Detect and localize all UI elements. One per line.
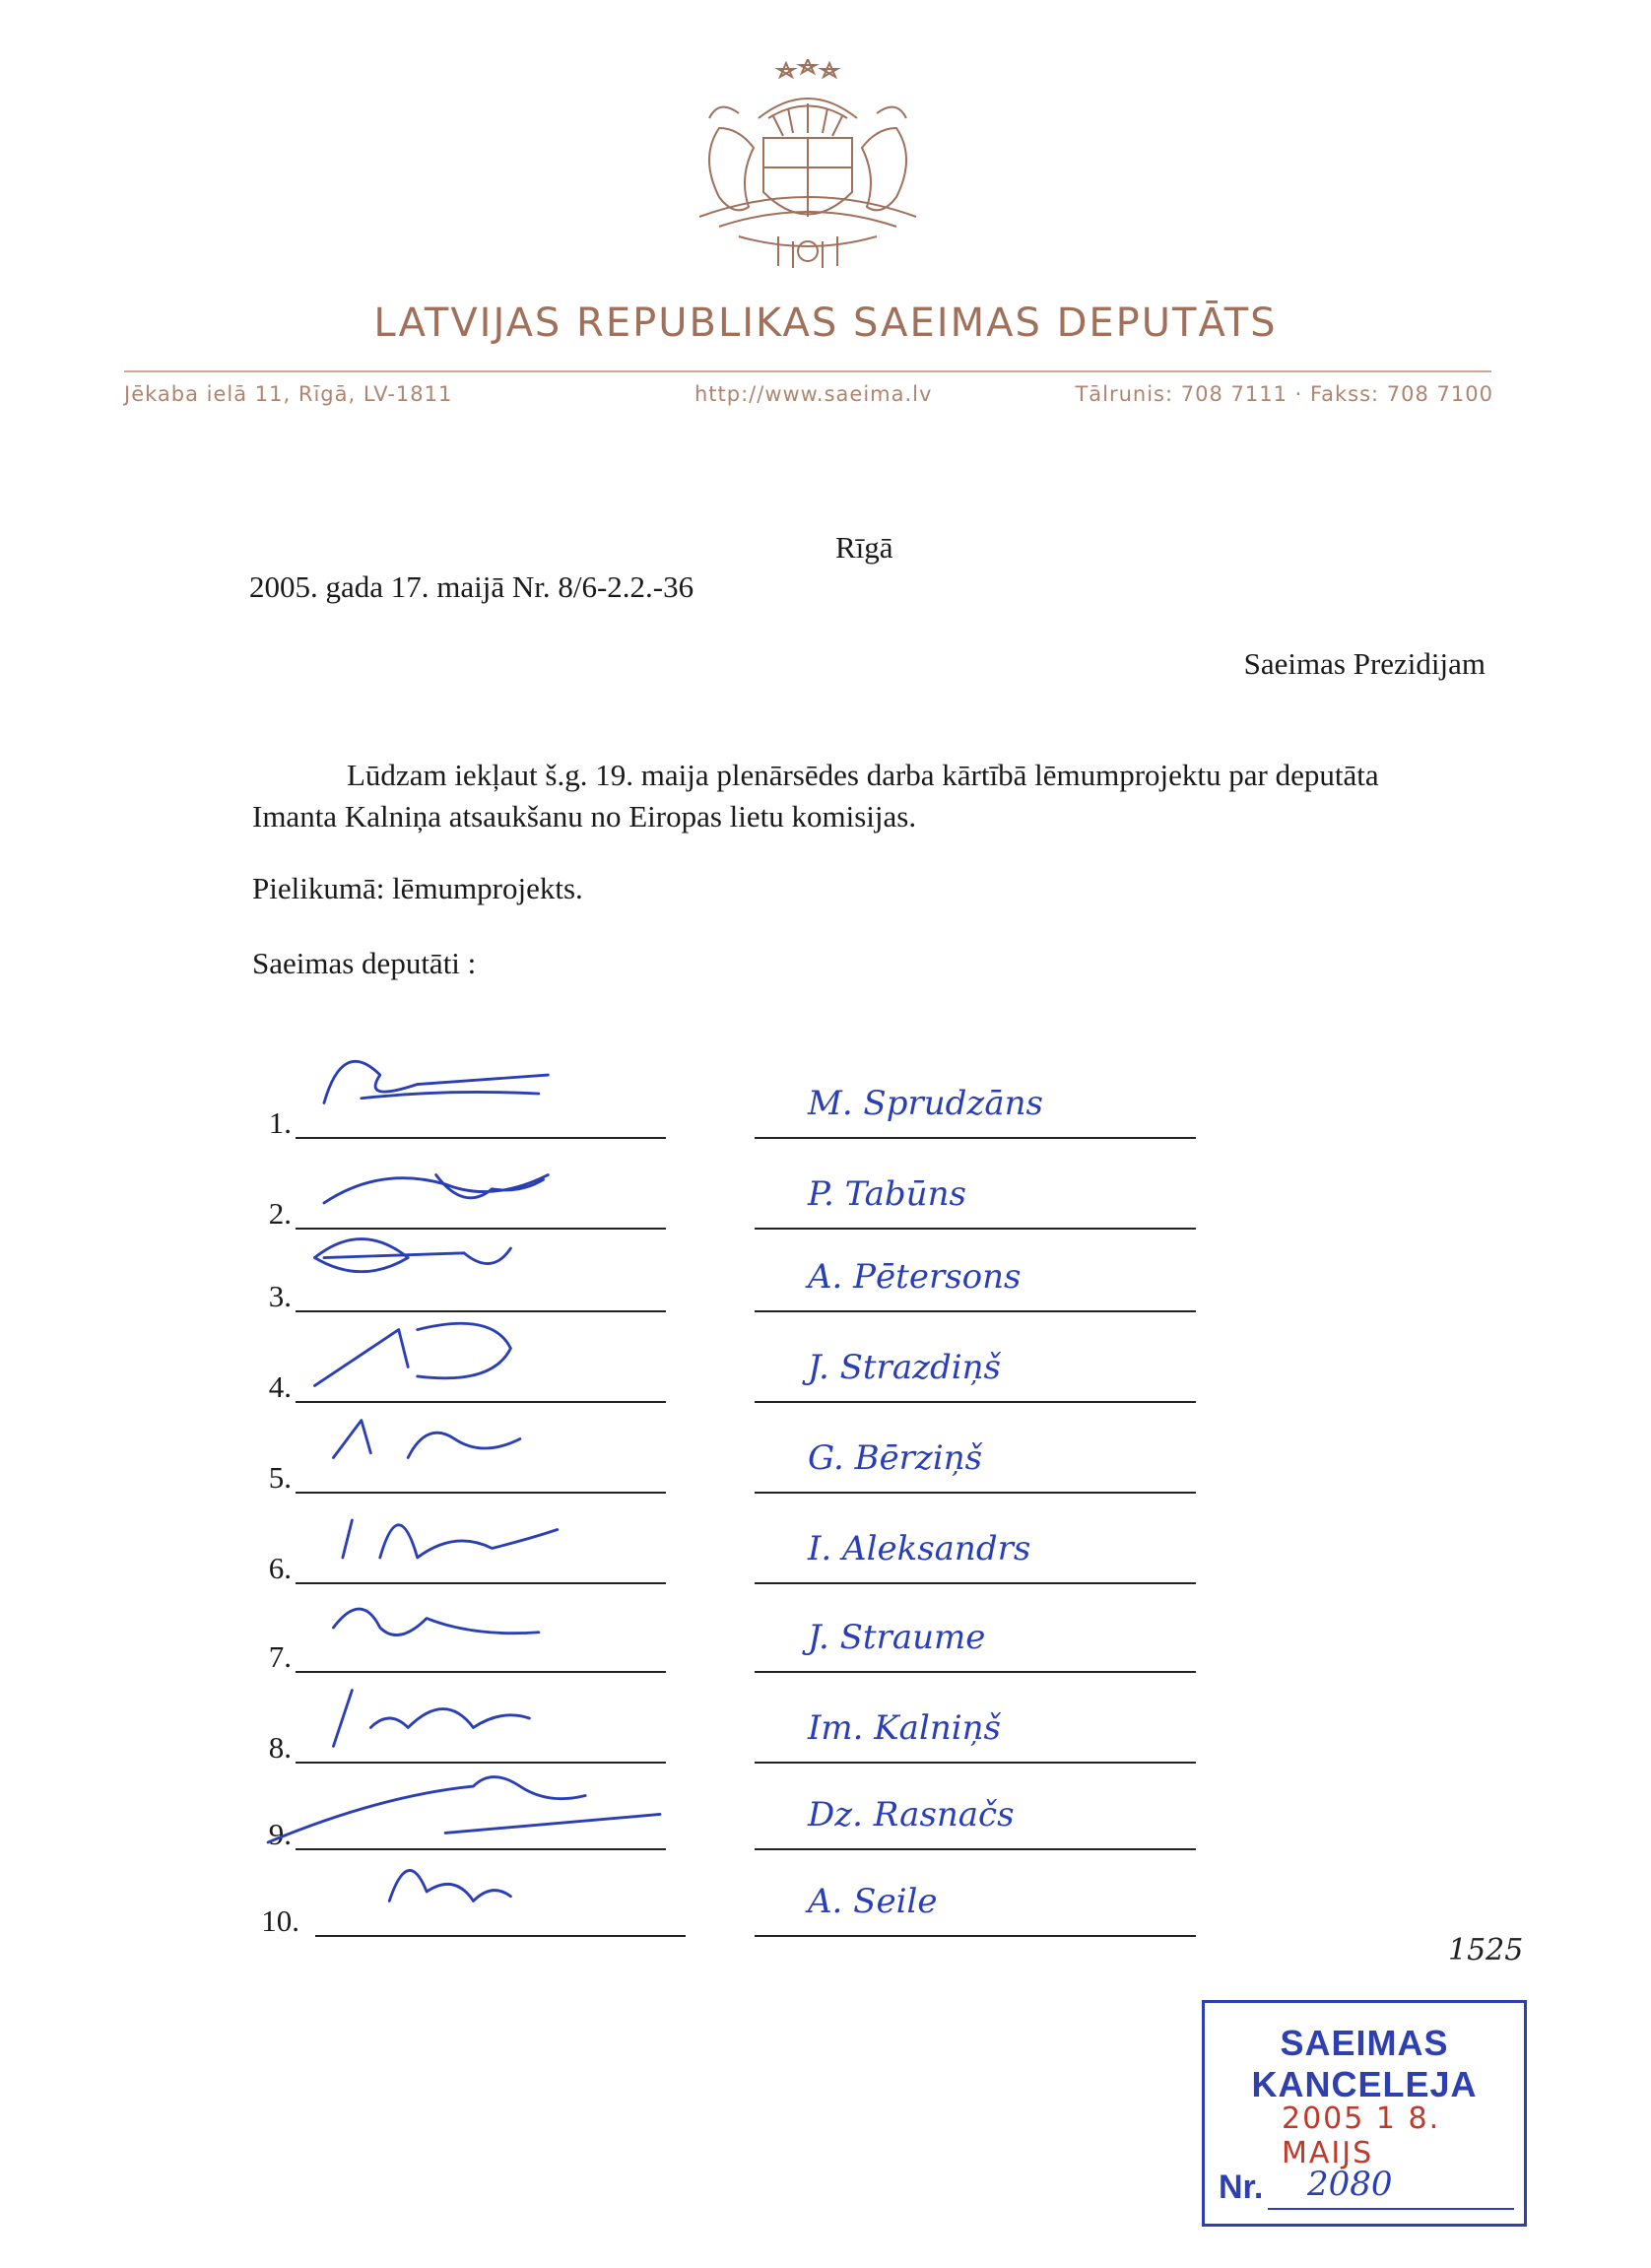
body-line-1: Lūdzam iekļaut š.g. 19. maija plenārsēdes darba kārtībā lēmumprojektu par deputāta — [347, 758, 1379, 792]
handwritten-printed-name: A. Seile — [808, 1882, 938, 1921]
name-line — [755, 1137, 1196, 1139]
signatory-number: 6. — [268, 1551, 292, 1585]
handwritten-printed-name: J. Strazdiņš — [808, 1348, 1001, 1387]
name-line — [755, 1310, 1196, 1312]
handwritten-signature — [305, 1669, 660, 1768]
signatory-number: 5. — [268, 1460, 292, 1495]
name-line — [755, 1935, 1196, 1937]
handwritten-printed-name: A. Pētersons — [808, 1257, 1022, 1297]
handwritten-signature — [305, 1044, 660, 1143]
letter-body — [252, 755, 1503, 837]
signatory-number: 4. — [268, 1369, 292, 1404]
handwritten-signature — [305, 1578, 660, 1677]
name-line — [755, 1671, 1196, 1673]
signatories-heading: Saeimas deputāti : — [252, 946, 477, 980]
website-link[interactable]: http://www.saeima.lv — [694, 382, 933, 406]
org-title: LATVIJAS REPUBLIKAS SAEIMAS DEPUTĀTS — [373, 300, 1278, 346]
signatory-number: 2. — [268, 1196, 292, 1231]
handwritten-printed-name: M. Sprudzāns — [808, 1084, 1043, 1123]
office-stamp — [1202, 2000, 1527, 2227]
stamp-nr-line — [1268, 2208, 1514, 2210]
place: Rīgā — [835, 530, 893, 565]
stamp-nr-label: Nr. — [1219, 2168, 1264, 2206]
handwritten-signature — [305, 1399, 660, 1498]
name-line — [755, 1582, 1196, 1584]
signatory-number: 10. — [261, 1903, 299, 1938]
handwritten-printed-name: Dz. Rasnačs — [808, 1795, 1015, 1834]
signatory-number: 9. — [268, 1817, 292, 1851]
name-line — [755, 1848, 1196, 1850]
handwritten-signature — [305, 1490, 660, 1588]
phone-fax: Tālrunis: 708 7111 · Fakss: 708 7100 — [1075, 382, 1493, 406]
stamp-date: 2005 1 8. MAIJS — [1282, 2101, 1441, 2170]
date-number: 2005. gada 17. maijā Nr. 8/6-2.2.-36 — [249, 569, 694, 604]
name-line — [755, 1492, 1196, 1494]
handwritten-signature — [305, 1218, 660, 1316]
name-line — [755, 1401, 1196, 1403]
name-line — [755, 1228, 1196, 1230]
handwritten-printed-name: J. Straume — [808, 1618, 986, 1657]
handwritten-printed-name: G. Bērziņš — [808, 1438, 983, 1478]
signatory-number: 1. — [268, 1105, 292, 1140]
stamp-nr-value: 2080 — [1307, 2165, 1393, 2204]
attachment-note: Pielikumā: lēmumprojekts. — [252, 871, 583, 905]
handwritten-signature — [305, 1842, 660, 1941]
name-line — [755, 1762, 1196, 1764]
signatory-number: 8. — [268, 1730, 292, 1765]
handwritten-printed-name: I. Aleksandrs — [808, 1529, 1031, 1568]
recipient: Saeimas Prezidijam — [1243, 646, 1486, 681]
handwritten-signature — [305, 1308, 660, 1407]
registration-note: 1525 — [1448, 1933, 1524, 1968]
handwritten-printed-name: Im. Kalniņš — [808, 1708, 1001, 1748]
signatory-number: 3. — [268, 1279, 292, 1313]
stamp-title: SAEIMAS KANCELEJA — [1251, 2023, 1478, 2104]
address: Jēkaba ielā 11, Rīgā, LV-1811 — [124, 382, 453, 406]
handwritten-printed-name: P. Tabūns — [808, 1174, 966, 1214]
signatory-number: 7. — [268, 1639, 292, 1674]
letterhead-divider — [124, 370, 1491, 372]
coat-of-arms-icon — [680, 59, 936, 271]
handwritten-signature — [305, 1756, 660, 1854]
body-line-2: Imanta Kalniņa atsaukšanu no Eiropas lietu komisijas. — [252, 799, 917, 834]
